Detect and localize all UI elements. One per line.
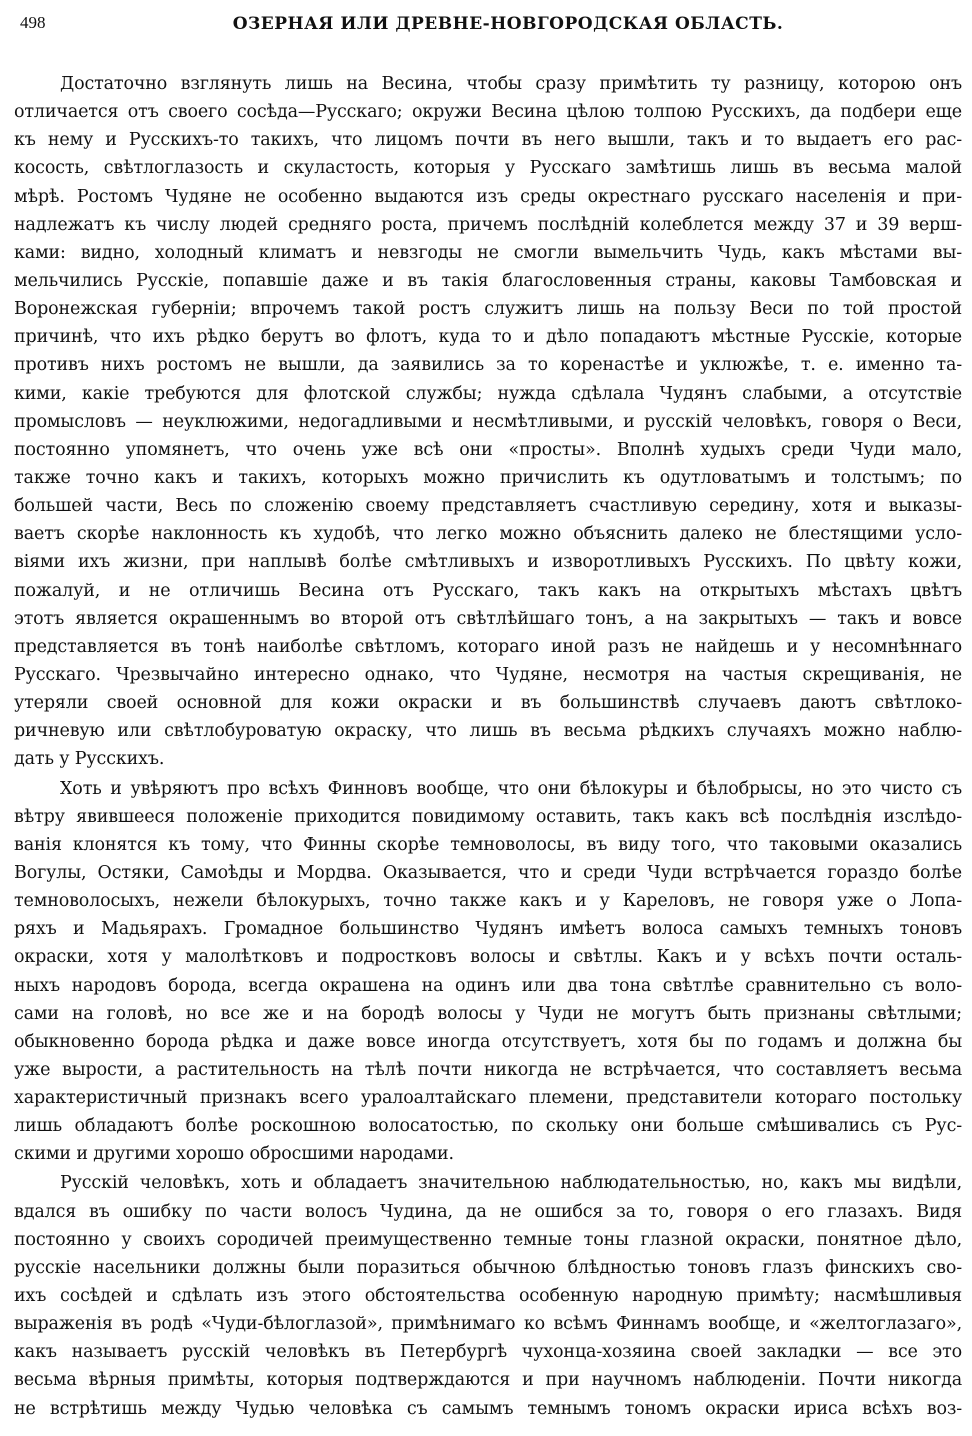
text-line: Хоть и увѣряютъ про всѣхъ Финновъ вообще, что они бѣлокуры и бѣлобрысы, но это чисто съ (60, 778, 962, 799)
text-line: скими и другими хорошо обросшими народами. (14, 1144, 454, 1165)
text-line: постоянно упомянетъ, что очень уже всѣ они «просты». Вполнѣ худыхъ среди Чуди мало, (14, 439, 962, 460)
text-line: ряхъ и Мадьярахъ. Громадное большинство Чудянъ имѣетъ волоса самыхъ темныхъ тоновъ (14, 919, 962, 940)
text-line: весьма вѣрныя примѣты, которыя подтверждаются и при научномъ наблюденіи. Почти никогда (14, 1370, 962, 1391)
text-line: надлежатъ къ числу людей средняго роста, причемъ послѣдній колеблется между 37 и 39 верш- (14, 214, 962, 235)
text-line: выраженія въ родѣ «Чуди-бѣлоглазой», примѣнимаго ко всѣмъ Финнамъ вообще, и «желтоглазаго», (14, 1314, 962, 1335)
text-line: мельчились Русскіе, попавшіе даже и въ такія благословенныя страны, каковы Тамбовская и (14, 270, 962, 291)
text-line: русскіе насельники должны были поразиться обычною блѣдностью тоновъ глазъ финскихъ сво- (14, 1257, 962, 1278)
text-line: Русскій человѣкъ, хоть и обладаетъ значительною наблюдательностью, но, какъ мы видѣли, (60, 1173, 962, 1194)
text-line: противъ нихъ ростомъ не вышли, да заявились за то коренастѣе и уклюжѣе, т. е. именно та- (14, 355, 962, 376)
text-line: ками: видно, холодный климатъ и невзгоды не смогли вымельчить Чудь, какъ мѣстами вы- (14, 242, 962, 263)
text-line: обыкновенно борода рѣдка и даже вовсе иногда отсутствуетъ, хотя бы по годамъ и должна бы (14, 1031, 962, 1052)
running-title: ОЗЕРНАЯ ИЛИ ДРЕВНЕ-НОВГОРОДСКАЯ ОБЛАСТЬ. (232, 14, 784, 34)
text-line: причинѣ, что ихъ рѣдко берутъ во флотъ, куда то и дѣло попадаютъ мѣстные Русскіе, которые (14, 327, 962, 348)
text-line: этотъ является окрашеннымъ во второй отъ свѣтлѣйшаго тонъ, а на закрытыхъ — такъ и вовсе (14, 608, 962, 629)
text-line: Русскаго. Чрезвычайно интересно однако, что Чудяне, несмотря на частыя скрещиванія, не (14, 664, 962, 685)
text-line: лишь обладаютъ болѣе роскошною волосатостью, по скольку они больше смѣшивались съ Рус- (14, 1116, 962, 1137)
text-line: вдался въ ошибку по части волосъ Чудина, да не ошибся за то, говоря о его глазахъ. Видя (14, 1201, 962, 1222)
text-line: утеряли своей основной для кожи окраски и въ большинствѣ случаевъ даютъ свѣтлоко- (14, 693, 962, 714)
page-header (14, 8, 962, 44)
text-line: віями ихъ жизни, при наплывѣ болѣе смѣтливыхъ и изворотливыхъ Русскихъ. По цвѣту кожи, (14, 552, 962, 573)
text-line: пожалуй, и не отличишь Весина отъ Русскаго, такъ какъ на открытыхъ мѣстахъ цвѣтъ (14, 580, 962, 601)
body-text (14, 70, 962, 1423)
text-line: ваетъ скорѣе наклонность къ худобѣ, что легко можно объяснить далеко не блестящими усло- (14, 524, 962, 545)
text-line: представляется въ тонѣ наиболѣе свѣтломъ, котораго иной разъ не найдешь и у несомнѣннаго (14, 636, 962, 657)
page-number: 498 (20, 13, 46, 32)
text-line: ихъ сосѣдей и сдѣлать изъ этого обстоятельства особенную народную примѣту; насмѣшливыя (14, 1286, 962, 1307)
text-line: промысловъ — неуклюжими, недогадливыми и несмѣтливыми, и русскій человѣкъ, говоря о Веси, (14, 411, 962, 432)
text-line: къ нему и Русскихъ-то такихъ, что лицомъ почти въ него вышли, такъ и то выдаетъ его рас- (14, 130, 962, 151)
text-line: дать у Русскихъ. (14, 749, 165, 770)
paragraph-1 (14, 70, 962, 774)
text-line: постоянно у своихъ сородичей преимущественно темные тоны глазной окраски, понятное дѣло, (14, 1229, 962, 1250)
text-line: ричневую или свѣтлобуроватую окраску, что лишь въ весьма рѣдкихъ случаяхъ можно наблю- (14, 721, 962, 742)
text-line: косость, свѣтлоглазость и скуластость, которыя у Русскаго замѣтишь лишь въ весьма малой (14, 158, 962, 179)
text-line: характеристичный признакъ всего уралоалтайскаго племени, представители котораго постольку (14, 1088, 962, 1109)
text-line: сами на головѣ, но все же и на бородѣ волосы у Чуди не могутъ быть признаны свѣтлыми; (14, 1003, 962, 1024)
text-line: ванія клонятся къ тому, что Финны скорѣе темноволосы, въ виду того, что таковыми оказались (14, 834, 962, 855)
text-line: темноволосыхъ, нежели бѣлокурыхъ, точно также какъ и у Кареловъ, не говоря уже о Лопа- (14, 891, 962, 912)
paragraph-3 (14, 1169, 962, 1422)
text-line: отличается отъ своего сосѣда—Русскаго; окружи Весина цѣлою толпою Русскихъ, да подбери еще (14, 102, 962, 123)
text-line: ныхъ народовъ борода, всегда окрашена на одинъ или два тона свѣтлѣе сравнительно съ воло- (14, 975, 962, 996)
text-line: вѣтру явившееся положеніе приходится повидимому оставить, такъ какъ всѣ послѣднія изслѣдо- (14, 806, 962, 827)
text-line: уже вырости, а растительность на тѣлѣ почти никогда не встрѣчается, что составляетъ весьма (14, 1059, 962, 1080)
text-line: Воронежская губерніи; впрочемъ такой ростъ служитъ лишь на пользу Веси по той простой (14, 299, 962, 320)
text-line: не встрѣтишь между Чудью человѣка съ самымъ темнымъ тономъ окраски ириса всѣхъ воз- (14, 1398, 962, 1419)
text-line: мѣрѣ. Ростомъ Чудяне не особенно выдаются изъ среды окрестнаго русскаго населенія и при- (14, 186, 962, 207)
document-page (14, 8, 962, 1428)
text-line: кими, какіе требуются для флотской службы; нужда сдѣлала Чудянъ слабыми, а отсутствіе (14, 383, 962, 404)
text-line: большей части, Весь по сложенію своему представляетъ счастливую середину, хотя и выказы- (14, 496, 962, 517)
text-line: окраски, хотя у малолѣтковъ и подростковъ волосы и свѣтлы. Какъ и у всѣхъ почти осталь- (14, 947, 962, 968)
text-line: какъ называетъ русскій человѣкъ въ Петербургѣ чухонца-хозяина своей закладки — все это (14, 1342, 962, 1363)
text-line: также точно какъ и такихъ, которыхъ можно причислить къ одутловатымъ и толстымъ; по (14, 467, 962, 488)
paragraph-2 (14, 775, 962, 1169)
text-line: Вогулы, Остяки, Самоѣды и Мордва. Оказывается, что и среди Чуди встрѣчается гораздо болѣе (14, 862, 962, 883)
text-line: Достаточно взглянуть лишь на Весина, чтобы сразу примѣтить ту разницу, которою онъ (60, 74, 962, 94)
